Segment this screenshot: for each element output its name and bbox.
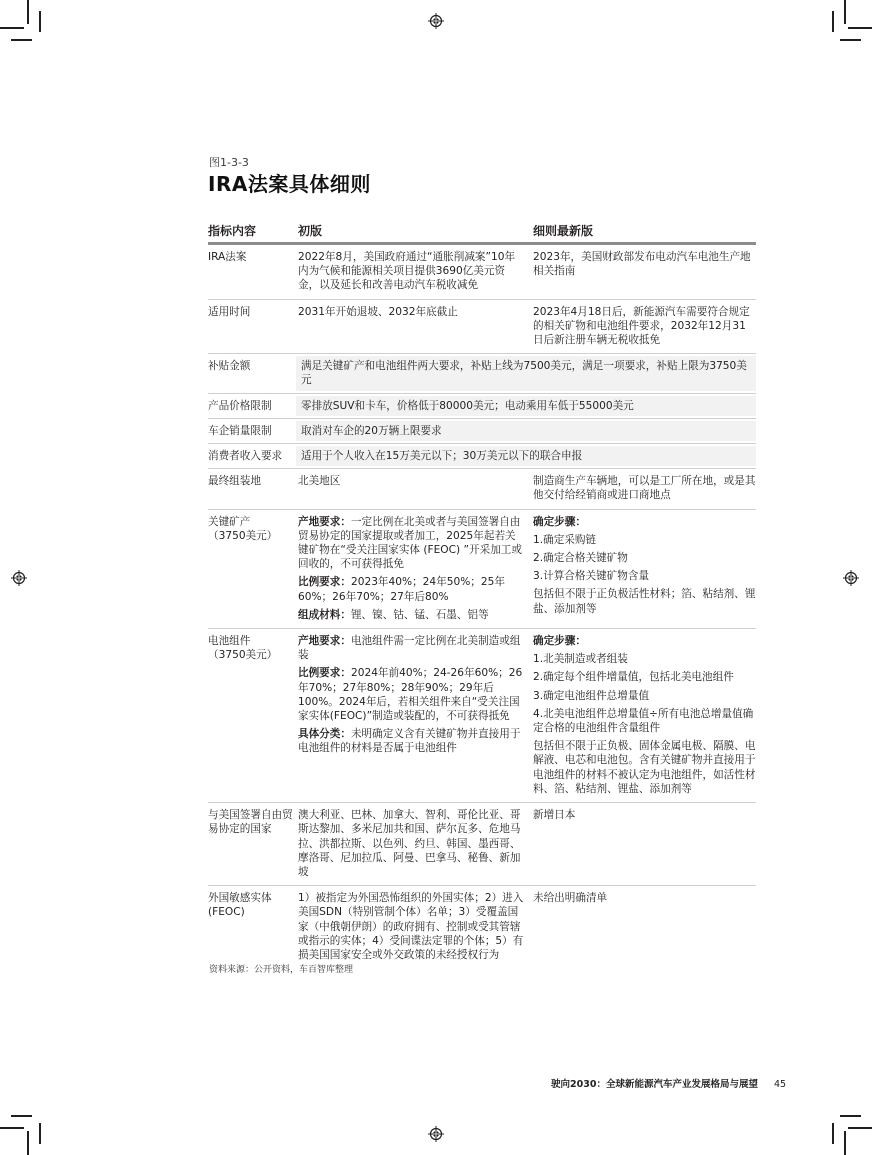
table-row bbox=[208, 245, 756, 300]
cell-initial: 1）被指定为外国恐怖组织的外国实体；2）进入美国SDN（特别管制个体）名单；3）受覆盖国家（中俄朝伊朗）的政府拥有、控制或受其管辖或指示的实体；4）受间谍法定罪的个体；5）有损美国国家安全或外交政策的未经授权行为 bbox=[298, 892, 524, 961]
crop-mark bbox=[844, 1131, 846, 1155]
step-item: 3.计算合格关键矿物含量 bbox=[533, 570, 650, 583]
row-label bbox=[208, 634, 298, 796]
cell-latest: 未给出明确清单 bbox=[533, 892, 608, 905]
crop-mark bbox=[840, 39, 861, 41]
table-row bbox=[208, 419, 756, 444]
paragraph-text: 锂、镍、钴、锰、石墨、铝等 bbox=[350, 608, 489, 621]
step-item: 4.北美电池组件总增量值÷所有电池总增量值确定合格的电池组件含量组件 bbox=[533, 707, 754, 735]
table-row bbox=[208, 629, 756, 803]
crop-mark bbox=[39, 1123, 41, 1144]
step-item: 1.北美制造或者组装 bbox=[533, 653, 628, 666]
step-note: 包括但不限于正负极活性材料；箔、粘结剂、锂盐、添加剂等 bbox=[533, 588, 756, 615]
column-header-latest: 细则最新版 bbox=[533, 223, 594, 238]
row-label: 车企销量限制 bbox=[208, 424, 272, 437]
crop-mark bbox=[11, 1115, 32, 1117]
paragraph-text: 2023年40%；24年50%；25年60%；26年70%；27年后80% bbox=[298, 576, 505, 603]
crop-mark bbox=[0, 27, 24, 29]
row-label: 消费者收入要求 bbox=[208, 450, 283, 463]
row-label-amount: （3750美元） bbox=[208, 649, 278, 662]
paragraph-label: 产地要求： bbox=[298, 515, 351, 528]
column-header-indicator: 指标内容 bbox=[208, 223, 257, 238]
paragraph-label: 比例要求： bbox=[298, 576, 351, 589]
column-header-initial: 初版 bbox=[298, 223, 323, 238]
table-row bbox=[208, 803, 756, 886]
paragraph bbox=[298, 608, 525, 622]
steps-title: 确定步骤： bbox=[533, 515, 586, 528]
table-row bbox=[208, 444, 756, 469]
crop-mark bbox=[844, 0, 846, 24]
row-label-main: 电池组件 bbox=[208, 635, 251, 648]
crop-mark bbox=[39, 11, 41, 32]
cell-merged: 零排放SUV和卡车，价格低于80000美元；电动乘用车低于55000美元 bbox=[296, 396, 756, 416]
table-row bbox=[208, 300, 756, 355]
paragraph-label: 产地要求： bbox=[298, 635, 351, 648]
source-note: 资料来源：公开资料，车百智库整理 bbox=[209, 965, 354, 975]
figure-number: 图1-3-3 bbox=[209, 156, 249, 169]
cell-initial bbox=[298, 634, 533, 796]
table-row bbox=[208, 354, 756, 393]
row-label-amount: （3750美元） bbox=[208, 529, 278, 542]
cell-latest: 制造商生产车辆地，可以是工厂所在地，或是其他交付给经销商或进口商地点 bbox=[533, 475, 756, 502]
cell-initial: 2022年8月，美国政府通过“通胀削减案”10年内为气候和能源相关项目提供3690亿美元资金，以及延长和改善电动汽车税收减免 bbox=[298, 251, 516, 292]
paragraph bbox=[298, 575, 525, 603]
table-row bbox=[208, 886, 756, 968]
steps-title: 确定步骤： bbox=[533, 635, 586, 648]
paragraph-label: 组成材料： bbox=[298, 608, 351, 621]
row-label: 最终组装地 bbox=[208, 475, 261, 488]
step-item: 3.确定电池组件总增量值 bbox=[533, 689, 650, 702]
crop-mark bbox=[840, 1115, 861, 1117]
registration-mark-icon bbox=[843, 570, 859, 586]
row-label: 外国敏感实体 (FEOC) bbox=[208, 892, 272, 919]
registration-mark-icon bbox=[11, 570, 27, 586]
figure-title: IRA法案具体细则 bbox=[208, 172, 371, 196]
page-footer bbox=[551, 1076, 786, 1090]
crop-mark bbox=[11, 39, 32, 41]
crop-mark bbox=[832, 11, 834, 32]
row-label: 与美国签署自由贸易协定的国家 bbox=[208, 809, 293, 836]
paragraph-label: 比例要求： bbox=[298, 667, 351, 680]
table-header bbox=[208, 222, 756, 245]
crop-mark bbox=[848, 27, 872, 29]
table-row bbox=[208, 394, 756, 419]
row-label: IRA法案 bbox=[208, 251, 247, 263]
cell-initial bbox=[298, 515, 533, 622]
ira-rules-table bbox=[208, 222, 756, 968]
cell-latest bbox=[533, 515, 756, 622]
cell-initial: 北美地区 bbox=[298, 475, 341, 488]
paragraph bbox=[298, 515, 525, 572]
cell-merged: 适用于个人收入在15万美元以下；30万美元以下的联合申报 bbox=[296, 446, 756, 466]
crop-mark bbox=[27, 1131, 29, 1155]
paragraph-text: 未明确定义含有关键矿物并直接用于电池组件的材料是否属于电池组件 bbox=[298, 728, 521, 755]
cell-initial: 澳大利亚、巴林、加拿大、智利、哥伦比亚、哥斯达黎加、多米尼加共和国、萨尔瓦多、危地马拉、洪都拉斯、以色列、约旦、韩国、墨西哥、摩洛哥、尼加拉瓜、阿曼、巴拿马、秘鲁、新加坡 bbox=[298, 809, 521, 878]
cell-latest: 新增日本 bbox=[533, 809, 576, 822]
crop-mark bbox=[27, 0, 29, 24]
paragraph bbox=[298, 666, 525, 723]
step-item: 1.确定采购链 bbox=[533, 533, 597, 546]
registration-mark-icon bbox=[428, 13, 444, 29]
paragraph-text: 电池组件需一定比例在北美制造或组装 bbox=[298, 635, 521, 662]
row-label: 补贴金额 bbox=[208, 360, 251, 373]
cell-initial: 2031年开始退坡、2032年底截止 bbox=[298, 305, 458, 318]
book-title: 驶向2030：全球新能源汽车产业发展格局与展望 bbox=[551, 1079, 758, 1090]
cell-latest bbox=[533, 634, 756, 796]
crop-mark bbox=[0, 1127, 24, 1129]
crop-mark bbox=[848, 1127, 872, 1129]
paragraph-text: 2024年前40%；24-26年60%；26年70%；27年80%；28年90%；29年后100%。2024年后，若相关组件来自“受关注国家实体(FEOC)”制造或装配的，不可获得抵免 bbox=[298, 667, 523, 723]
table-row bbox=[208, 469, 756, 509]
step-item: 2.确定合格关键矿物 bbox=[533, 552, 628, 565]
step-item: 2.确定每个组件增量值，包括北美电池组件 bbox=[533, 671, 734, 684]
cell-merged: 满足关键矿产和电池组件两大要求，补贴上线为7500美元，满足一项要求，补贴上限为3750美元 bbox=[296, 356, 756, 390]
registration-mark-icon bbox=[428, 1126, 444, 1142]
step-note: 包括但不限于正负极、固体金属电极、隔膜、电解液、电芯和电池包。含有关键矿物并直接用于电池组件的材料不被认定为电池组件，如活性材料、箔、粘结剂、锂盐、添加剂等 bbox=[533, 740, 756, 795]
row-label-main: 关键矿产 bbox=[208, 515, 251, 528]
table-row bbox=[208, 510, 756, 629]
row-label: 适用时间 bbox=[208, 305, 251, 318]
cell-latest: 2023年，美国财政部发布电动汽车电池生产地相关指南 bbox=[533, 251, 751, 278]
row-label bbox=[208, 515, 298, 622]
paragraph-text: 一定比例在北美或者与美国签署自由贸易协定的国家提取或者加工，2025年起若关键矿物在“受关注国家实体 (FEOC) ”开采加工或回收的，不可获得抵免 bbox=[298, 515, 522, 571]
paragraph bbox=[298, 727, 525, 755]
cell-merged: 取消对车企的20万辆上限要求 bbox=[296, 421, 756, 441]
cell-latest: 2023年4月18日后，新能源汽车需要符合规定的相关矿物和电池组件要求，2032年12月31日后新注册车辆无税收抵免 bbox=[533, 305, 750, 347]
paragraph-label: 具体分类： bbox=[298, 728, 351, 741]
row-label: 产品价格限制 bbox=[208, 399, 272, 412]
crop-mark bbox=[832, 1123, 834, 1144]
page-number: 45 bbox=[773, 1079, 787, 1090]
paragraph bbox=[298, 634, 525, 662]
